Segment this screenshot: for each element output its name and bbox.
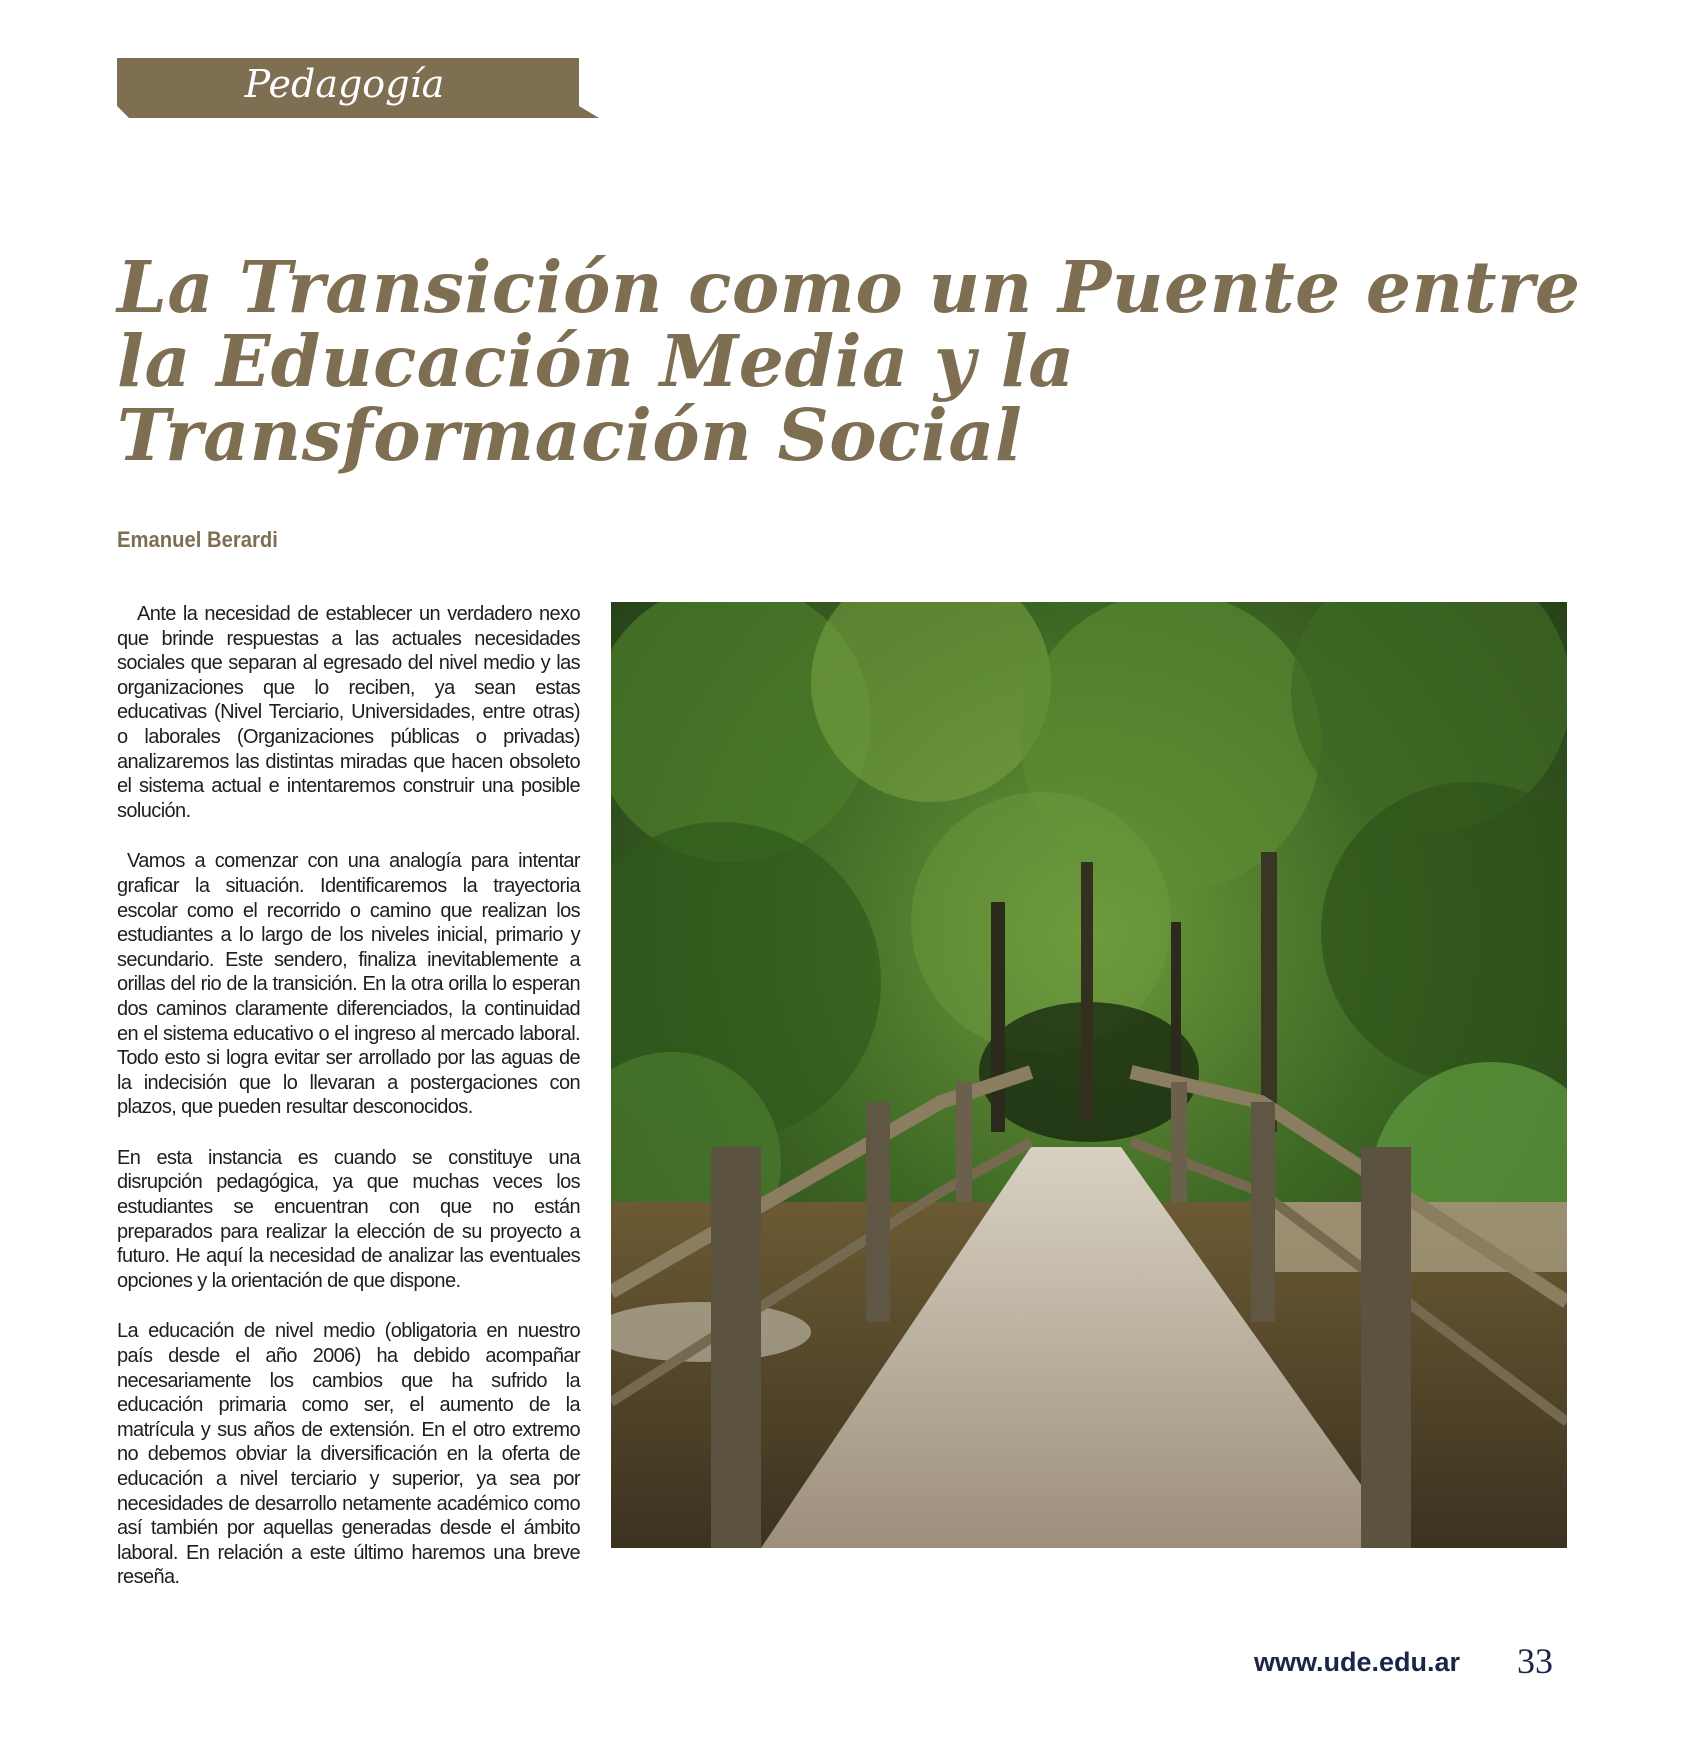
bridge-forest-illustration bbox=[611, 602, 1567, 1548]
paragraph-2: Vamos a comenzar con una analogía para intentar graficar la situación. Identificaremos la trayectoria escolar como el recorrido o camino que realizan los estudiantes a lo largo de los niveles inicial, primario y secundario. Este sendero, finaliza inevitablemente a orillas del rio de la transición. En la otra orilla lo esperan dos caminos claramente diferenciados, la continuidad en el sistema educativo o el ingreso al mercado laboral. Todo esto si logra evitar ser arrollado por las aguas de la indecisión que lo llevaran a postergaciones con plazos, que pueden resultar desconocidos. bbox=[117, 850, 580, 1119]
bridge-forest-photo bbox=[611, 602, 1567, 1548]
article-body bbox=[117, 602, 580, 1616]
paragraph-3: En esta instancia es cuando se constituye una disrupción pedagógica, ya que muchas veces los estudiantes se encuentran con que no están preparados para realizar la elección de su proyecto a futuro. He aquí la necesidad de analizar las eventuales opciones y la orientación de que dispone. bbox=[117, 1146, 580, 1292]
paragraph-1: Ante la necesidad de establecer un verdadero nexo que brinde respuestas a las actuales necesidades sociales que separan al egresado del nivel medio y las organizaciones que lo reciben, ya sean estas educativas (Nivel Terciario, Universidades, entre otras) o laborales (Organizaciones públicas o privadas) analizaremos las distintas miradas que hacen obsoleto el sistema actual e intentaremos construir una posible solución. bbox=[117, 603, 580, 822]
article-title: La Transición como un Puente entre la Educación Media y la Transformación Social bbox=[117, 245, 1581, 477]
section-label: Pedagogía bbox=[244, 62, 445, 106]
article-author: Emanuel Berardi bbox=[117, 527, 278, 552]
paragraph-4: La educación de nivel medio (obligatoria en nuestro país desde el año 2006) ha debido acompañar necesariamente los cambios que ha sufrido la educación primaria como ser, el aumento de la matrícula y sus años de extensión. En el otro extremo no debemos obviar la diversificación en la oferta de educación a nivel terciario y superior, ya sea por necesidades de desarrollo netamente académico como así también por aquellas generadas desde el ámbito laboral. En relación a este último haremos una breve reseña. bbox=[117, 1320, 580, 1589]
section-tab bbox=[117, 58, 599, 118]
page-number: 33 bbox=[1517, 1641, 1553, 1681]
footer-url[interactable]: www.ude.edu.ar bbox=[1254, 1647, 1461, 1677]
